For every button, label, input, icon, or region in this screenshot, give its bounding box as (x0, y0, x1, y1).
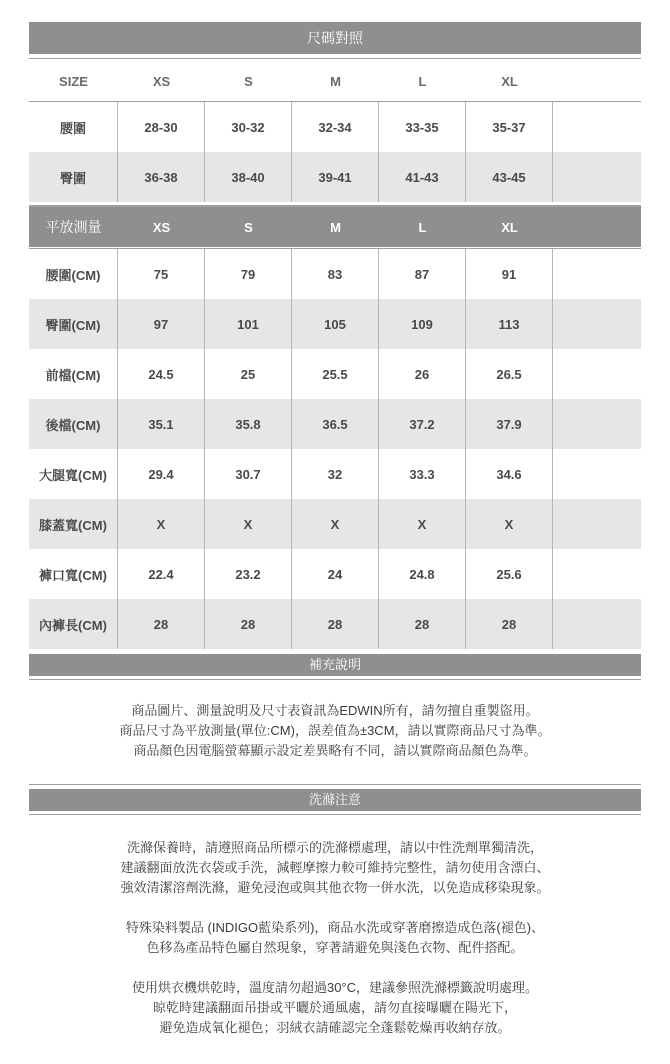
divider (29, 679, 641, 680)
table-cell: 24 (292, 549, 379, 599)
row-label: 臀圍(CM) (29, 299, 118, 349)
header-cell: L (418, 73, 427, 89)
header-cell: XS (152, 219, 171, 235)
table-row (29, 599, 641, 649)
row-label: 後檔(CM) (29, 399, 118, 449)
table-cell: 28 (466, 599, 553, 649)
table-cell (553, 399, 641, 449)
table-row (29, 299, 641, 349)
table-cell: 28 (292, 599, 379, 649)
table-cell: 33-35 (379, 102, 466, 152)
table-cell: 35.8 (205, 399, 292, 449)
washing-line: 晾乾時建議翻面吊掛或平曬於通風處，請勿直接曝曬在陽光下， (152, 1000, 517, 1015)
table-row (29, 549, 641, 599)
table-cell (553, 599, 641, 649)
table-cell: 34.6 (466, 449, 553, 499)
table-row (29, 249, 641, 299)
table-cell: 79 (205, 249, 292, 299)
table-cell: 26 (379, 349, 466, 399)
table-cell: 97 (118, 299, 205, 349)
header-cell (553, 61, 641, 101)
table-cell: X (292, 499, 379, 549)
table-cell (553, 449, 641, 499)
washing-notes (29, 978, 641, 1038)
divider (29, 814, 641, 815)
flat-measure-header-row (29, 207, 641, 247)
table-cell: 28 (205, 599, 292, 649)
table-row (29, 349, 641, 399)
table-cell: 36.5 (292, 399, 379, 449)
divider (29, 784, 641, 785)
row-label: 褲口寬(CM) (29, 549, 118, 599)
table-cell: 25.5 (292, 349, 379, 399)
table-cell: 37.9 (466, 399, 553, 449)
header-cell: S (244, 73, 253, 89)
table-cell (553, 499, 641, 549)
table-cell: 25.6 (466, 549, 553, 599)
table-cell: 32 (292, 449, 379, 499)
table-cell: 33.3 (379, 449, 466, 499)
table-cell: 28-30 (118, 102, 205, 152)
table-cell: 83 (292, 249, 379, 299)
table-cell: 109 (379, 299, 466, 349)
table-cell: 87 (379, 249, 466, 299)
table-cell: 113 (466, 299, 553, 349)
table-cell (553, 249, 641, 299)
table-cell (553, 549, 641, 599)
washing-line: 特殊染料製品 (INDIGO藍染系列)，商品水洗或穿著磨擦造成色落(褪色)、 (125, 920, 545, 935)
header-cell: M (330, 73, 341, 89)
row-label: 腰圍 (29, 102, 118, 152)
table-row (29, 152, 641, 202)
header-cell: 平放測量 (45, 219, 102, 235)
table-cell: 22.4 (118, 549, 205, 599)
row-label: 大腿寬(CM) (29, 449, 118, 499)
washing-notes (29, 838, 641, 898)
table-cell: 24.5 (118, 349, 205, 399)
table-cell: 25 (205, 349, 292, 399)
size-chart-table (29, 61, 641, 207)
size-chart-title: 尺碼對照 (29, 22, 641, 54)
washing-title: 洗滌注意 (29, 789, 641, 811)
table-cell: 28 (379, 599, 466, 649)
table-cell: X (379, 499, 466, 549)
table-cell: X (118, 499, 205, 549)
header-cell: XL (501, 73, 518, 89)
table-cell: X (205, 499, 292, 549)
row-label: 內褲長(CM) (29, 599, 118, 649)
table-row (29, 449, 641, 499)
table-cell: 91 (466, 249, 553, 299)
table-cell: 30.7 (205, 449, 292, 499)
supplement-line: 商品顏色因電腦螢幕顯示設定差異略有不同，請以實際商品顏色為準。 (133, 743, 537, 758)
table-cell: X (466, 499, 553, 549)
supplement-line: 商品圖片、測量說明及尺寸表資訊為EDWIN所有，請勿擅自重製盜用。 (131, 703, 539, 718)
table-cell: 29.4 (118, 449, 205, 499)
table-cell: 32-34 (292, 102, 379, 152)
table-cell (553, 152, 641, 202)
supplement-line: 商品尺寸為平放測量(單位:CM)，誤差值為±3CM，請以實際商品尺寸為準。 (119, 723, 551, 738)
table-cell: 35.1 (118, 399, 205, 449)
row-label: 膝蓋寬(CM) (29, 499, 118, 549)
table-cell: 37.2 (379, 399, 466, 449)
washing-line: 洗滌保養時，請遵照商品所標示的洗滌標處理，請以中性洗劑單獨清洗， (126, 840, 543, 855)
row-label: 腰圍(CM) (29, 249, 118, 299)
table-cell: 36-38 (118, 152, 205, 202)
washing-line: 強效清潔溶劑洗滌，避免浸泡或與其他衣物一併水洗，以免造成移染現象。 (120, 880, 550, 895)
washing-notes (29, 918, 641, 958)
table-cell: 28 (118, 599, 205, 649)
header-cell: M (330, 219, 341, 235)
table-cell: 105 (292, 299, 379, 349)
washing-line: 避免造成氧化褪色；羽絨衣請確認完全蓬鬆乾燥再收納存放。 (159, 1020, 511, 1035)
header-cell: XS (152, 73, 171, 89)
table-row (29, 399, 641, 449)
row-label: 臀圍 (29, 152, 118, 202)
table-cell (553, 349, 641, 399)
header-cell: XL (501, 219, 518, 235)
table-cell: 39-41 (292, 152, 379, 202)
table-cell: 41-43 (379, 152, 466, 202)
table-cell: 38-40 (205, 152, 292, 202)
table-row (29, 102, 641, 152)
supplement-notes (29, 701, 641, 761)
supplement-title: 補充說明 (29, 654, 641, 676)
header-cell (553, 207, 641, 247)
table-cell: 101 (205, 299, 292, 349)
table-cell: 75 (118, 249, 205, 299)
washing-line: 使用烘衣機烘乾時，溫度請勿超過30°C，建議參照洗滌標籤說明處理。 (131, 980, 539, 995)
flat-measure-table (29, 207, 641, 649)
table-cell: 24.8 (379, 549, 466, 599)
header-cell: SIZE (59, 73, 88, 89)
table-cell: 43-45 (466, 152, 553, 202)
size-chart-header-row (29, 61, 641, 101)
washing-line: 色移為產品特色屬自然現象，穿著請避免與淺色衣物、配件搭配。 (146, 940, 524, 955)
table-cell: 23.2 (205, 549, 292, 599)
washing-line: 建議翻面放洗衣袋或手洗，減輕摩擦力較可維持完整性，請勿使用含漂白、 (120, 860, 550, 875)
header-cell: L (418, 219, 427, 235)
table-cell (553, 102, 641, 152)
table-row (29, 499, 641, 549)
table-cell: 26.5 (466, 349, 553, 399)
row-label: 前檔(CM) (29, 349, 118, 399)
divider (29, 58, 641, 59)
header-cell: S (244, 219, 253, 235)
table-cell: 30-32 (205, 102, 292, 152)
table-cell: 35-37 (466, 102, 553, 152)
table-cell (553, 299, 641, 349)
